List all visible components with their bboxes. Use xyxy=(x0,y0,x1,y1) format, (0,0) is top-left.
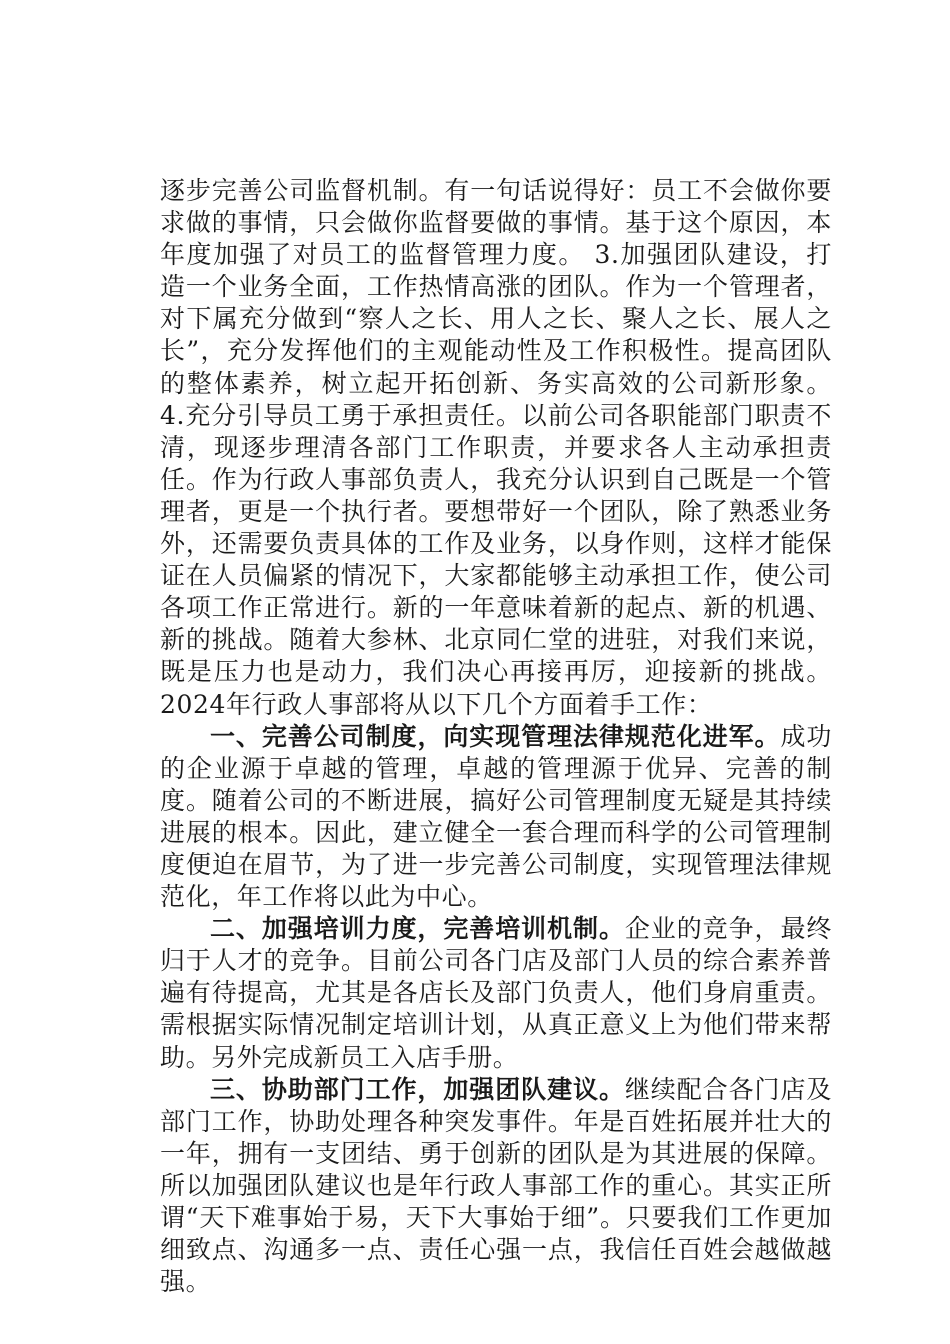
section-1-body: 成功的企业源于卓越的管理，卓越的管理源于优异、完善的制度。随着公司的不断进展，搞好公司管理制度无疑是其持续进展的根本。因此，建立健全一套合理而科学的公司管理制度便迫在眉节，为了进一步完善公司制度，实现管理法律规范化，年工作将以此为中心。 xyxy=(160,721,832,912)
section-2-body: 企业的竞争，最终归于人才的竞争。目前公司各门店及部门人员的综合素养普遍有待提高，尤其是各店长及部门负责人，他们身肩重责。需根据实际情况制定培训计划，从真正意义上为他们带来帮助。另外完成新员工入店手册。 xyxy=(160,914,832,1072)
section-1 xyxy=(160,721,832,914)
document-body xyxy=(160,175,832,1298)
section-3-heading: 三、协助部门工作，加强团队建议。 xyxy=(210,1074,625,1104)
section-2 xyxy=(160,913,832,1073)
paragraph-intro: 逐步完善公司监督机制。有一句话说得好：员工不会做你要求做的事情，只会做你监督要做的事情。基于这个原因，本年度加强了对员工的监督管理力度。 3.加强团队建设，打造一个业务全面，工作热情高涨的团队。作为一个管理者，对下属充分做到“察人之长、用人之长、聚人之长、展人之长”，充分发挥他们的主观能动性及工作积极性。提高团队的整体素养，树立起开拓创新、务实高效的公司新形象。 4.充分引导员工勇于承担责任。以前公司各职能部门职责不清，现逐步理清各部门工作职责，并要求各人主动承担责任。作为行政人事部负责人，我充分认识到自己既是一个管理者，更是一个执行者。要想带好一个团队，除了熟悉业务外，还需要负责具体的工作及业务，以身作则，这样才能保证在人员偏紧的情况下，大家都能够主动承担工作，使公司各项工作正常进行。新的一年意味着新的起点、新的机遇、新的挑战。随着大参林、北京同仁堂的进驻，对我们来说，既是压力也是动力，我们决心再接再厉，迎接新的挑战。2024年行政人事部将从以下几个方面着手工作： xyxy=(160,176,832,719)
section-2-heading: 二、加强培训力度，完善培训机制。 xyxy=(210,914,625,944)
section-1-heading: 一、完善公司制度，向实现管理法律规范化进军。 xyxy=(210,721,781,751)
section-3 xyxy=(160,1074,832,1299)
section-3-body: 继续配合各门店及部门工作，协助处理各种突发事件。年是百姓拓展并壮大的一年，拥有一支团结、勇于创新的团队是为其进展的保障。所以加强团队建议也是年行政人事部工作的重心。其实正所谓“天下难事始于易，天下大事始于细”。只要我们工作更加细致点、沟通多一点、责任心强一点，我信任百姓会越做越强。 xyxy=(160,1074,832,1297)
